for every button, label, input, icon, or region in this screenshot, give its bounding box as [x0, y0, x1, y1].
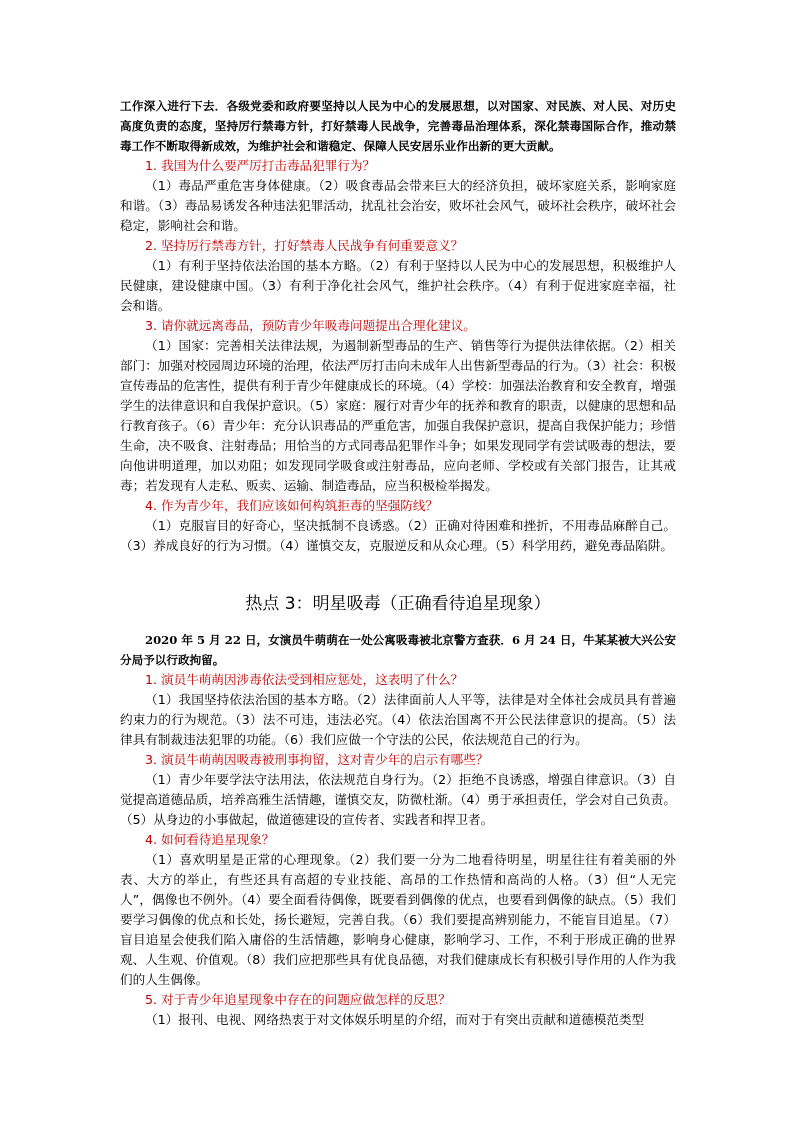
question-heading: 1. 演员牛萌萌因涉毒依法受到相应惩处，这表明了什么？: [145, 672, 464, 687]
answer-paragraph: （1）毒品严重危害身体健康。（2）吸食毒品会带来巨大的经济负担，破坏家庭关系，影响家庭和谐。（3）毒品易诱发各种违法犯罪活动，扰乱社会治安，败坏社会风气，破坏社会秩序，破坏社会稳定，影响社会和谐。: [120, 178, 676, 233]
answer-paragraph: （1）我国坚持依法治国的基本方略。（2）法律面前人人平等，法律是对全体社会成员具有普遍约束力的行为规范。（3）法不可违，违法必究。（4）依法治国离不开公民法律意识的提高。（5）法律具有制裁违法犯罪的功能。（6）我们应做一个守法的公民，依法规范自己的行为。: [120, 692, 676, 747]
answer-paragraph: （1）青少年要学法守法用法，依法规范自身行为。（2）拒绝不良诱惑，增强自律意识。（3）自觉提高道德品质，培养高雅生活情趣，谨慎交友，防微杜渐。（4）勇于承担责任，学会对自己负责。（5）从身边的小事做起，做道德建设的宣传者、实践者和捍卫者。: [120, 772, 676, 827]
question-heading: 1. 我国为什么要严厉打击毒品犯罪行为？: [145, 158, 376, 173]
question-heading: 2. 坚持厉行禁毒方针，打好禁毒人民战争有何重要意义？: [145, 238, 464, 253]
question-heading: 4. 如何看待追星现象？: [145, 832, 275, 847]
intro-paragraph: 工作深入进行下去．各级党委和政府要坚持以人民为中心的发展思想，以对国家、对民族、对人民、对历史高度负责的态度，坚持厉行禁毒方针，打好禁毒人民战争，完善毒品治理体系，深化禁毒国际合作，推动禁毒工作不断取得新成效，为维护社会和谐稳定、保障人民安居乐业作出新的更大贡献。: [120, 99, 676, 153]
question-heading: 3. 演员牛萌萌因吸毒被刑事拘留，这对青少年的启示有哪些？: [145, 752, 489, 767]
news-paragraph: 2020 年 5 月 22 日，女演员牛萌萌在一处公寓吸毒被北京警方查获．6 月 24 日，牛某某被大兴公安分局予以行政拘留。: [120, 633, 676, 667]
question-heading: 4. 作为青少年，我们应该如何构筑拒毒的坚强防线？: [145, 498, 439, 513]
question-heading: 5. 对于青少年追星现象中存在的问题应做怎样的反思？: [145, 992, 451, 1007]
document-page: [120, 96, 676, 1030]
question-heading: 3. 请你就远离毒品，预防青少年吸毒问题提出合理化建议。: [145, 318, 476, 333]
answer-paragraph: （1）克服盲目的好奇心，坚决抵制不良诱惑。（2）正确对待困难和挫折，不用毒品麻醉自己。（3）养成良好的行为习惯。（4）谨慎交友，克服逆反和从众心理。（5）科学用药，避免毒品陷阱。: [120, 518, 676, 553]
answer-paragraph: （1）报刊、电视、网络热衷于对文体娱乐明星的介绍，而对于有突出贡献和道德模范类型: [145, 1012, 645, 1027]
answer-paragraph: （1）国家：完善相关法律法规，为遏制新型毒品的生产、销售等行为提供法律依据。（2）相关部门：加强对校园周边环境的治理，依法严厉打击向未成年人出售新型毒品的行为。（3）社会：积极宣传毒品的危害性，提供有利于青少年健康成长的环境。（4）学校：加强法治教育和安全教育，增强学生的法律意识和自我保护意识。（5）家庭：履行对青少年的抚养和教育的职责，以健康的思想和品行教育孩子。（6）青少年：充分认识毒品的严重危害，加强自我保护意识，提高自我保护能力；珍惜生命，决不吸食、注射毒品；用恰当的方式同毒品犯罪作斗争；如果发现同学有尝试吸毒的想法，要向他讲明道理，加以劝阻；如发现同学吸食或注射毒品，应向老师、学校或有关部门报告，让其戒毒；若发现有人走私、贩卖、运输、制造毒品，应当积极检举揭发。: [120, 338, 676, 493]
answer-paragraph: （1）喜欢明星是正常的心理现象。（2）我们要一分为二地看待明星，明星往往有着美丽的外表、大方的举止，有些还具有高超的专业技能、高昂的工作热情和高尚的人格。（3）但“人无完人”，偶像也不例外。（4）要全面看待偶像，既要看到偶像的优点，也要看到偶像的缺点。（5）我们要学习偶像的优点和长处，扬长避短，完善自我。（6）我们要提高辨别能力，不能盲目追星。（7）盲目追星会使我们陷入庸俗的生活情趣，影响身心健康，影响学习、工作，不利于形成正确的世界观、人生观、价值观。（8）我们应把那些具有优良品德，对我们健康成长有积极引导作用的人作为我们的人生偶像。: [120, 852, 676, 987]
section-title: 热点 3：明星吸毒（正确看待追星现象）: [245, 594, 551, 614]
answer-paragraph: （1）有利于坚持依法治国的基本方略。（2）有利于坚持以人民为中心的发展思想，积极维护人民健康，建设健康中国。（3）有利于净化社会风气，维护社会秩序。（4）有利于促进家庭幸福，社会和谐。: [120, 258, 676, 313]
